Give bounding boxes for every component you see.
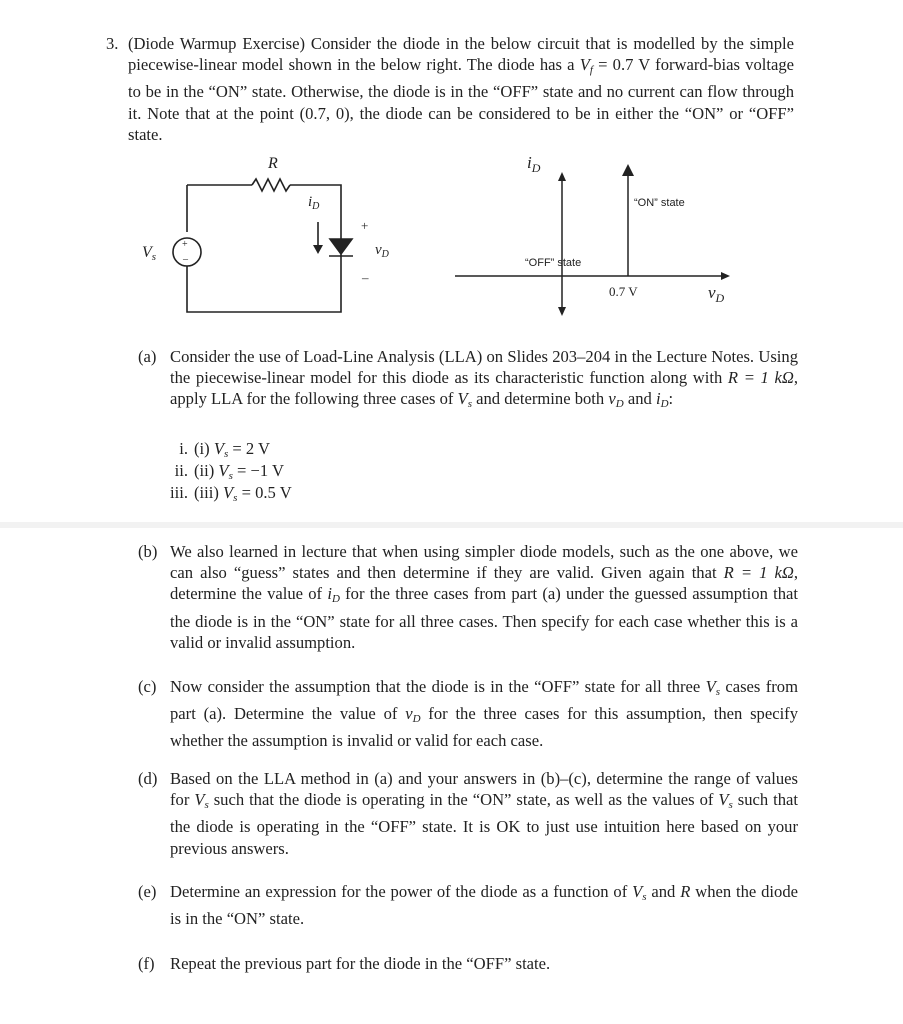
source-minus: – — [183, 254, 188, 265]
part-a-label: (a) — [138, 347, 157, 366]
y-axis-arrow-top — [558, 172, 566, 181]
on-state-arrow — [622, 164, 634, 176]
threshold-tick-label: 0.7 V — [609, 284, 638, 299]
part-f-text: Repeat the previous part for the diode in the “OFF” state. — [170, 954, 551, 973]
part-b — [138, 541, 798, 653]
part-a — [138, 346, 798, 416]
case-ii: ii. (ii) $V_s = -1$ V — [174, 461, 284, 482]
part-c-text: Now consider the assumption that the diode is in the “OFF” state for all three $V_s$ cases from part (a). Determine the value of $v_D$ for the three cases for this assumption, then specify whether the assumption is invalid or valid for each case. — [170, 677, 799, 751]
part-f — [138, 953, 798, 974]
x-axis-label: $v_D$ — [708, 283, 725, 305]
resistor-label: R — [268, 155, 278, 172]
on-state-label: “ON” state — [634, 197, 685, 209]
iv-characteristic-chart — [450, 150, 750, 320]
part-f-label: (f) — [138, 954, 155, 973]
source-plus: + — [182, 239, 188, 250]
diode-plus: + — [361, 218, 369, 233]
part-b-label: (b) — [138, 542, 158, 561]
resistor-zigzag — [252, 179, 290, 191]
current-label: $i_D$ — [308, 194, 320, 212]
part-d — [138, 768, 798, 859]
diode-minus: – — [362, 270, 369, 285]
diode-voltage-label: $v_D$ — [375, 242, 389, 260]
problem-statement — [106, 33, 794, 145]
diode-triangle — [330, 239, 352, 254]
case-i: i. (i) $V_s = 2$ V — [179, 439, 271, 460]
circuit-diagram — [130, 148, 410, 318]
y-axis-arrow-bottom — [558, 307, 566, 316]
part-d-label: (d) — [138, 769, 158, 788]
x-axis-arrow — [721, 272, 730, 280]
case-iii: iii. (iii) $V_s = 0.5$ V — [170, 483, 292, 504]
problem-text: (Diode Warmup Exercise) Consider the diode in the below circuit that is modelled by the simple piecewise-linear model shown in the below right. The diode has a $V_f = 0.7$ V forward-bias voltage to be in the “ON” state. Otherwise, the diode is in the “OFF” state and no current can flow through it. Note that at the point (0.7, 0), the diode can be considered to be in either the “ON” or “OFF” state. — [128, 34, 794, 144]
y-axis-label: $i_D$ — [527, 153, 541, 175]
part-d-text: Based on the LLA method in (a) and your answers in (b)–(c), determine the range of values for $V_s$ such that the diode is operating in the “ON” state, as well as the values of $V_s$ such that the diode is operating in the “OFF” state. It is OK to just use intuition here based on your previous answers. — [170, 769, 798, 858]
problem-number: 3. — [106, 34, 119, 53]
part-c-label: (c) — [138, 677, 157, 696]
part-a-text: Consider the use of Load-Line Analysis (LLA) on Slides 203–204 in the Lecture Notes. Using the piecewise-linear model for this diode as its characteristic function along with R = 1 kΩ, apply LLA for the following three cases of $V_s$ and determine both $v_D$ and $i_D$: — [170, 347, 798, 411]
part-e-text: Determine an expression for the power of the diode as a function of $V_s$ and R when the diode is in the “ON” state. — [170, 882, 799, 929]
current-arrow-head — [313, 245, 323, 254]
wire-top-right — [290, 185, 341, 239]
part-c — [138, 676, 798, 752]
source-label: Vs — [142, 244, 157, 263]
wire-bottom — [187, 259, 341, 312]
off-state-label: “OFF” state — [525, 257, 582, 269]
problem-title: (Diode Warmup Exercise) — [128, 34, 305, 53]
part-e-label: (e) — [138, 882, 157, 901]
part-e — [138, 881, 798, 929]
part-b-text: We also learned in lecture that when using simpler diode models, such as the one above, we can also “guess” states and then determine if they are valid. Given again that R = 1 kΩ, determine the value of $i_D$ for the three cases from part (a) under the guessed assumption that the diode is in the “ON” state for all three cases. Then specify for each case whether this is a valid or invalid assumption. — [170, 542, 799, 652]
